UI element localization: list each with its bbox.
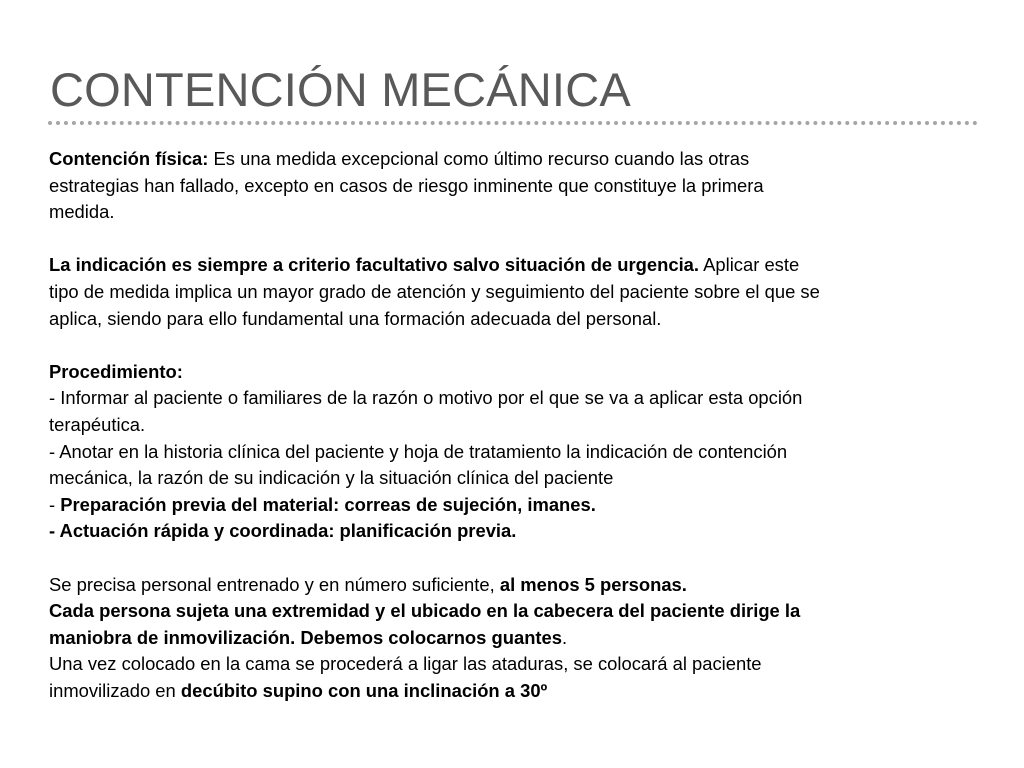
text-line <box>49 252 984 279</box>
procedure-step-bold: Preparación previa del material: correas de sujeción, imanes. <box>60 493 596 515</box>
procedure-step: - Informar al paciente o familiares de la razón o motivo por el que se va a aplicar esta opción <box>49 387 803 409</box>
procedure-step: - Anotar en la historia clínica del paciente y hoja de tratamiento la indicación de contención <box>49 440 788 462</box>
slide-title: CONTENCIÓN MECÁNICA <box>50 63 631 116</box>
procedure-section <box>49 359 984 545</box>
text-line: Una vez colocado en la cama se procederá a ligar las ataduras, se colocará al paciente <box>49 653 762 675</box>
text-line <box>49 598 984 625</box>
physical-restraint-paragraph <box>49 146 984 226</box>
indication-bold: La indicación es siempre a criterio facultativo salvo situación de urgencia. <box>49 254 700 276</box>
procedure-step-cont: mecánica, la razón de su indicación y la situación clínica del paciente <box>49 467 614 489</box>
title-divider <box>48 121 978 125</box>
procedure-step-cont: terapéutica. <box>49 413 146 435</box>
text-line: tipo de medida implica un mayor grado de atención y seguimiento del paciente sobre el que se <box>49 280 820 302</box>
text-run: inmovilizado en <box>49 679 181 701</box>
text-run: Es una medida excepcional como último recurso cuando las otras <box>208 148 750 169</box>
text-line: estrategias han fallado, excepto en casos de riesgo inminente que constituye la primera <box>49 174 764 196</box>
text-line <box>49 146 984 173</box>
staff-instruction-bold: maniobra de inmovilización. Debemos colocarnos guantes <box>49 626 563 648</box>
staff-count-bold: al menos 5 personas. <box>499 573 687 595</box>
procedure-heading-text: Procedimiento: <box>49 360 183 382</box>
text-run: Aplicar este <box>699 254 800 276</box>
text-run: - <box>49 493 61 515</box>
text-run: Se precisa personal entrenado y en número suficiente, <box>49 573 500 595</box>
staff-instruction-bold: Cada persona sujeta una extremidad y el ubicado en la cabecera del paciente dirige la <box>49 600 801 622</box>
text-line <box>49 572 984 599</box>
indication-paragraph <box>49 252 984 332</box>
procedure-step-bold: - Actuación rápida y coordinada: planificación previa. <box>49 520 517 542</box>
physical-restraint-label: Contención física: <box>49 148 209 169</box>
procedure-step <box>49 492 984 519</box>
text-line <box>49 678 984 705</box>
staff-paragraph <box>49 572 984 705</box>
text-run: . <box>562 626 568 648</box>
text-line: aplica, siendo para ello fundamental una formación adecuada del personal. <box>49 307 662 329</box>
text-line <box>49 625 984 652</box>
slide-body <box>49 146 984 704</box>
text-line: medida. <box>49 201 115 223</box>
procedure-heading <box>49 359 984 386</box>
position-bold: decúbito supino con una inclinación a 30º <box>180 679 548 701</box>
procedure-step <box>49 518 984 545</box>
